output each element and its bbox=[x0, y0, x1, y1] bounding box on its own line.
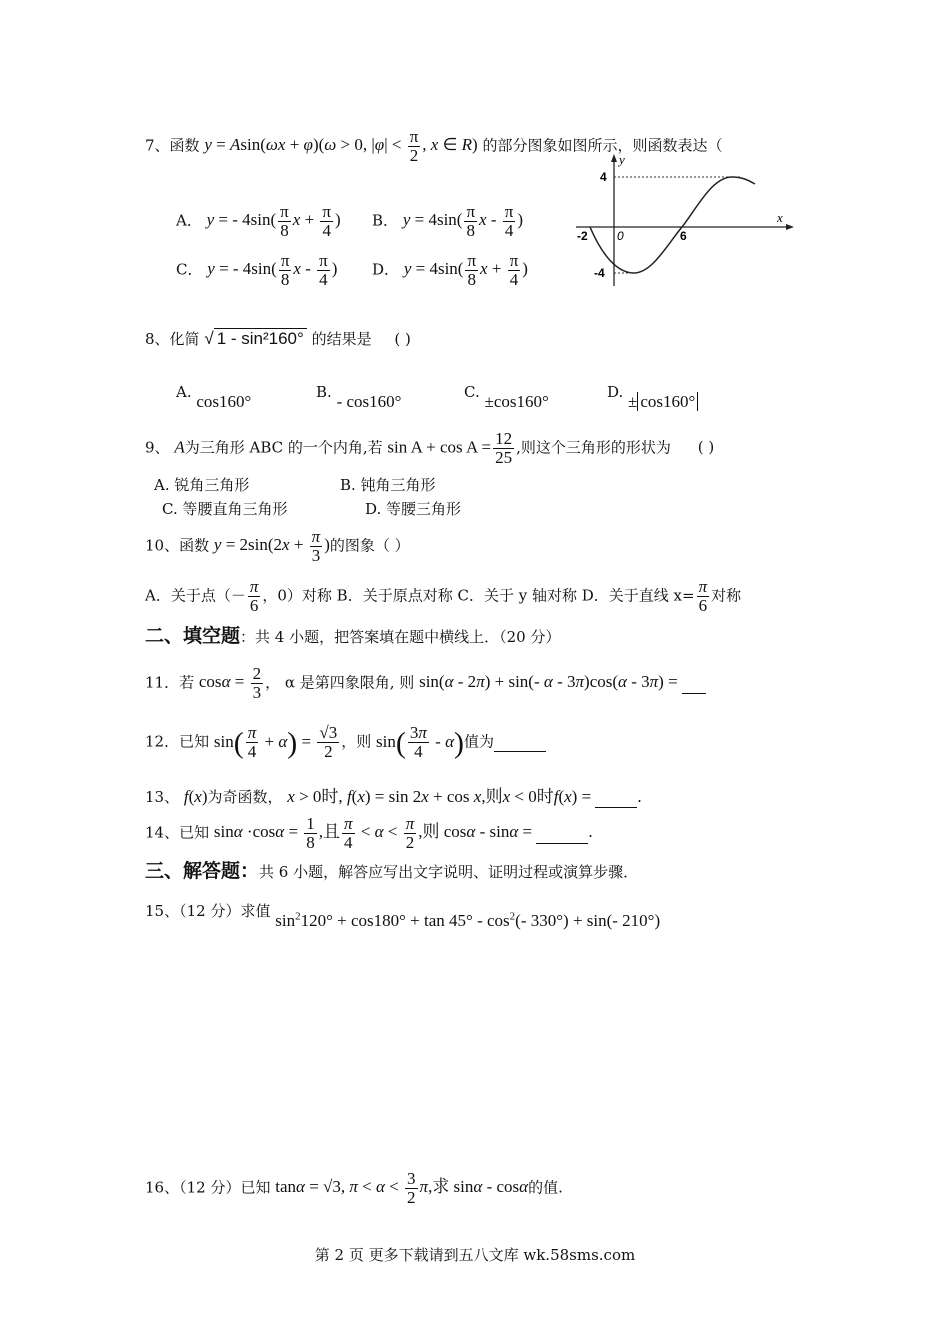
q14-stem: 14、已知 sinα ·cosα = $\frac{1}{8}$ ,且 $\frac{\pi}{4}$ < α < $\frac{\pi}{2}$ ,则 cosα - sinα = . bbox=[145, 814, 593, 852]
x-label: x bbox=[777, 210, 783, 225]
q8-option-b: B. - cos160° bbox=[316, 383, 402, 411]
q7-tail: 的部分图象如图所示，则函数表达（ bbox=[482, 136, 723, 155]
q9-option-b: B. 钝角三角形 bbox=[340, 476, 436, 494]
tick-min: -4 bbox=[594, 266, 605, 280]
q7-number: 7、 bbox=[145, 136, 170, 155]
q7-formula: y = Asin(ωx + φ)(ω > 0, |φ| < $\frac{\pi}{2}$ , x ∈ R) bbox=[204, 127, 478, 165]
page-footer: 第 2 页 更多下载请到五八文库 wk.58sms.com bbox=[314, 1246, 636, 1264]
q9-stem: 9、 A为三角形 ABC 的一个内角,若 sin A + cos A = $\frac{12}{25}$ ,则这个三角形的形状为 ( ) bbox=[145, 429, 715, 467]
q7-option-a: A． y = - 4sin( $\frac{\pi}{8}$ x + $\frac{\pi}{4}$ ) bbox=[176, 202, 341, 240]
q16-stem: 16、（12 分）已知 tanα = √3, π < α < $\frac{3}{2}$ π,求 sinα - cosα的值. bbox=[145, 1169, 563, 1207]
q8-option-d: D. ± cos160° bbox=[607, 381, 698, 402]
tick-origin: 0 bbox=[617, 229, 624, 243]
q7-option-c: C． y = - 4sin( $\frac{\pi}{8}$ x - $\frac{\pi}{4}$ ) bbox=[176, 251, 338, 289]
q9-option-a: A. 锐角三角形 bbox=[154, 476, 250, 494]
q7-option-b: B． y = 4sin( $\frac{\pi}{8}$ x - $\frac{\pi}{4}$ ) bbox=[372, 202, 524, 240]
q12-stem: 12．已知 sin( $\frac{\pi}{4}$ + α) = $\frac{√3}{2}$ ，则 sin( $\frac{3\pi}{4}$ - α)值为 bbox=[145, 724, 546, 762]
q9-option-c: C. 等腰直角三角形 bbox=[162, 500, 288, 518]
x-axis-arrow-icon bbox=[786, 224, 794, 230]
y-label: y bbox=[619, 152, 625, 167]
q8-radical: √ 1 - sin²160° bbox=[204, 328, 306, 348]
section2-heading: 二、填空题：共 4 小题，把答案填在题中横线上．（20 分） bbox=[145, 625, 561, 647]
tick-right: 6 bbox=[680, 229, 687, 243]
q11-stem: 11．若 cosα = $\frac{2}{3}$ ， α 是第四象限角, 则 sin(α - 2π) + sin(- α - 3π)cos(α - 3π) = bbox=[145, 665, 706, 702]
q8-stem: 8、化简 √ 1 - sin²160° 的结果是 ( ) bbox=[145, 329, 411, 348]
q10-stem: 10、函数 y = 2sin(2x + $\frac{\pi}{3}$ )的图象（ ） bbox=[145, 527, 410, 565]
q15-stem: 15、（12 分）求值 $\sin^2120^\circ + \cos 180^\circ + \tan 45^\circ - \cos^2(-$ 330°) + sin(- 210°) bbox=[145, 902, 661, 930]
q13-stem: 13、 f(x)为奇函数， x > 0时, f(x) = sin 2x + cos x,则x < 0时f(x) = . bbox=[145, 786, 642, 808]
q8-option-a: A. cos160° bbox=[176, 383, 252, 411]
q8-option-c: C. ±cos160° bbox=[464, 383, 549, 411]
q9-option-d: D. 等腰三角形 bbox=[365, 500, 462, 518]
sine-curve bbox=[590, 177, 755, 273]
q10-options: A．关于点（－ $\frac{\pi}{6}$ ，0）对称 B．关于原点对称 C．关于 y 轴对称 D．关于直线 x= $\frac{\pi}{6}$ 对称 bbox=[145, 577, 742, 615]
tick-max: 4 bbox=[600, 170, 607, 184]
q7-option-d: D． y = 4sin( $\frac{\pi}{8}$ x + $\frac{\pi}{4}$ ) bbox=[372, 251, 528, 289]
q7-sine-graph bbox=[572, 150, 800, 290]
section3-heading: 三、解答题：共 6 小题，解答应写出文字说明、证明过程或演算步骤． bbox=[145, 860, 639, 882]
tick-left: -2 bbox=[577, 229, 588, 243]
y-axis-arrow-icon bbox=[611, 154, 617, 162]
q7-lead: 函数 bbox=[169, 136, 200, 155]
